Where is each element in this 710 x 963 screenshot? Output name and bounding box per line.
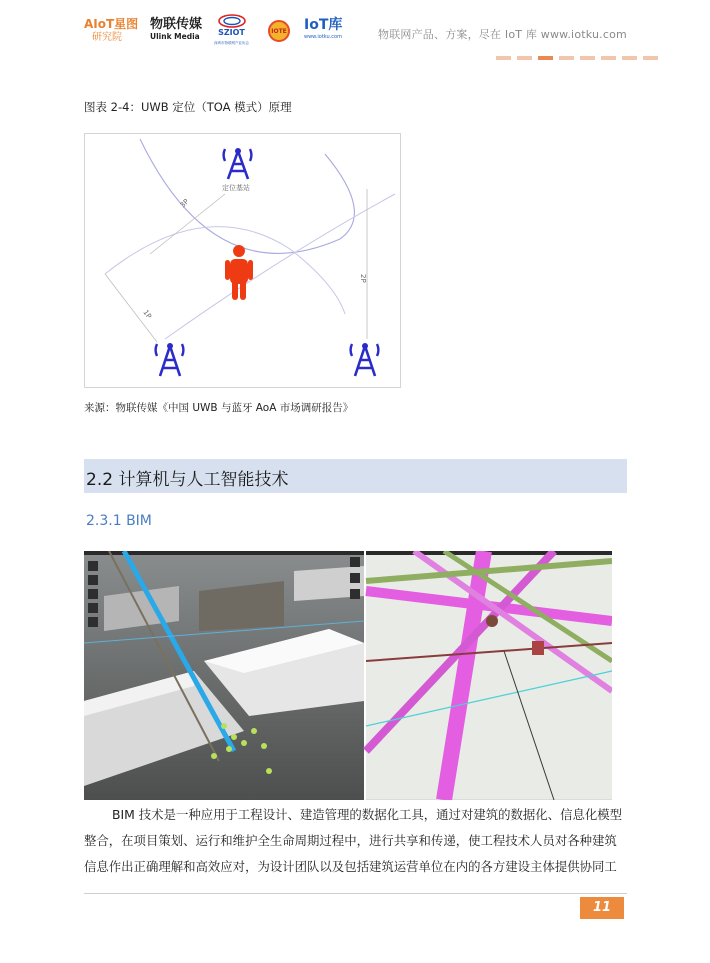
header-tagline: 物联网产品、方案，尽在 IoT 库 www.iotku.com (378, 28, 627, 41)
distance-label-2p: 2P (359, 274, 367, 283)
header-dash-decoration (496, 56, 658, 60)
logo-iotku-line1: IoT库 (304, 17, 343, 33)
uwb-toa-diagram (84, 133, 401, 388)
logo-aiot-line2: 研究院 (92, 32, 122, 43)
body-line: 信息作出正确理解和高效应对，为设计团队以及包括建筑运营单位在内的各方建设主体提供协同工 (84, 859, 617, 874)
logo-aiot-line1: AIoT星图 (84, 17, 139, 31)
logo-ulink-line2: Ulink Media (150, 32, 200, 41)
base-station-right-icon (351, 343, 379, 376)
logo-sziot (214, 14, 249, 48)
subsection-title: 2.3.1 BIM (86, 513, 152, 529)
logo-sziot-line2: 深圳市物联网产业协会 (214, 41, 249, 45)
map-toolbar-left[interactable] (88, 561, 98, 627)
logo-iotku-line2: www.iotku.com (304, 34, 342, 40)
logo-sziot-line1: SZIOT (218, 28, 245, 37)
station-label: 定位基站 (222, 184, 250, 192)
logo-aiot-research (84, 14, 138, 48)
logo-iotku (304, 14, 342, 48)
person-tag-icon (225, 245, 253, 300)
map-toolbar-right[interactable] (350, 557, 360, 599)
body-line: 整合，在项目策划、运行和维护全生命周期过程中，进行共享和传递，使工程技术人员对各种建筑 (84, 833, 617, 848)
figure-source: 来源：物联传媒《中国 UWB 与蓝牙 AoA 市场调研报告》 (84, 402, 354, 414)
body-line: BIM 技术是一种应用于工程设计、建造管理的数据化工具，通过对建筑的数据化、信息化模型 (112, 807, 623, 822)
logo-ulink-media (150, 14, 202, 48)
body-paragraph (84, 802, 626, 880)
logo-ulink-line1: 物联传媒 (150, 17, 203, 32)
distance-line-1p (105, 274, 157, 342)
distance-label-1p: 1P (141, 308, 153, 321)
section-title: 2.2 计算机与人工智能技术 (86, 470, 289, 490)
bim-pipe-panel (366, 551, 612, 800)
range-arc-right (165, 194, 395, 339)
bim-illustration (84, 551, 612, 800)
base-station-left-icon (156, 343, 184, 376)
logo-iote (268, 14, 290, 48)
sziot-ring-icon (217, 14, 247, 28)
distance-label-3p: 3P (178, 197, 191, 210)
page-number: 11 (580, 897, 624, 919)
figure-caption: 图表 2-4：UWB 定位（TOA 模式）原理 (84, 100, 292, 114)
logo-iote-text: IOTE (271, 27, 287, 35)
footer-rule (84, 893, 627, 894)
base-station-top-icon (224, 148, 252, 179)
